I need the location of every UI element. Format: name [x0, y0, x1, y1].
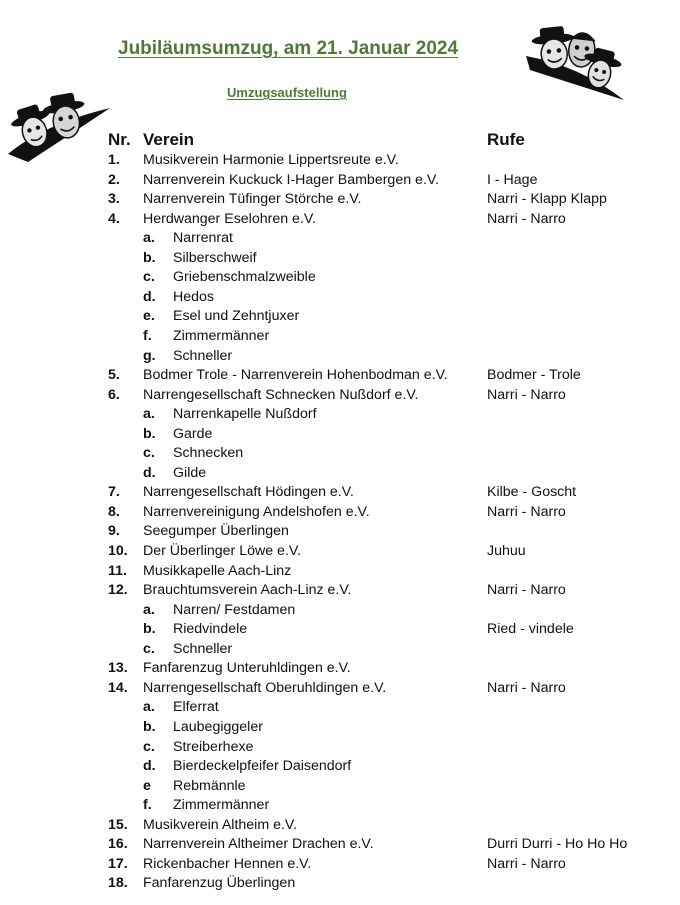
- item-number: a.: [143, 406, 155, 423]
- item-number: 14.: [108, 679, 128, 696]
- item-number: 4.: [108, 210, 120, 227]
- item-call: Narri - Narro: [487, 582, 566, 599]
- list-subitem: [0, 463, 680, 483]
- list-subitem: [0, 267, 680, 287]
- list-subitem: [0, 697, 680, 717]
- item-name: Narrengesellschaft Oberuhldingen e.V.: [143, 679, 387, 696]
- item-name: Bierdeckelpfeifer Daisendorf: [173, 758, 352, 775]
- item-name: Laubegiggeler: [173, 718, 263, 735]
- list-subitem: [0, 404, 680, 424]
- list-item: [0, 854, 680, 874]
- item-number: 8.: [108, 503, 120, 520]
- item-name: Schneller: [173, 640, 233, 657]
- item-name: Gilde: [173, 464, 207, 481]
- item-number: 10.: [108, 543, 128, 559]
- item-name: Narrenvereinigung Andelshofen e.V.: [143, 503, 370, 520]
- item-number: 1.: [108, 152, 120, 168]
- list-subitem: [0, 424, 680, 444]
- item-call: Narri - Narro: [487, 679, 566, 696]
- item-name: Fanfarenzug Überlingen: [143, 875, 296, 892]
- list-item: [0, 365, 680, 385]
- item-call: I - Hage: [487, 171, 538, 188]
- item-number: 2.: [108, 171, 120, 188]
- list-subitem: [0, 443, 680, 463]
- list-item: [0, 815, 680, 835]
- item-number: e.: [143, 308, 155, 325]
- item-name: Narrengesellschaft Hödingen e.V.: [143, 484, 354, 501]
- item-number: 6.: [108, 386, 120, 403]
- item-name: Narrenkapelle Nußdorf: [173, 406, 317, 423]
- list-item: [0, 150, 680, 170]
- item-number: c.: [143, 738, 155, 755]
- list-item: [0, 189, 680, 209]
- item-name: Zimmermänner: [173, 327, 270, 344]
- list-subitem: [0, 776, 680, 796]
- list-item: [0, 385, 680, 405]
- carnival-masks-icon: [520, 26, 630, 106]
- item-number: d.: [143, 288, 156, 305]
- list-subitem: [0, 346, 680, 366]
- item-name: Schnecken: [173, 445, 244, 462]
- item-name: Narrenverein Altheimer Drachen e.V.: [143, 836, 374, 853]
- item-name: Rickenbacher Hennen e.V.: [143, 855, 312, 872]
- list-item: [0, 580, 680, 600]
- list-subitem: [0, 228, 680, 248]
- item-name: Fanfarenzug Unteruhldingen e.V.: [143, 660, 351, 677]
- list-item: [0, 482, 680, 502]
- item-name: Herdwanger Eselohren e.V.: [143, 210, 316, 227]
- item-number: d.: [143, 464, 156, 481]
- item-name: Narrenverein Tüfinger Störche e.V.: [143, 191, 362, 208]
- item-name: Narrengesellschaft Schnecken Nußdorf e.V.: [143, 386, 419, 403]
- list-item: [0, 209, 680, 229]
- item-number: 3.: [108, 191, 120, 208]
- item-call: Narri - Narro: [487, 503, 566, 520]
- item-call: Narri - Narro: [487, 855, 566, 872]
- list-subitem: [0, 306, 680, 326]
- item-call: Narri - Narro: [487, 386, 566, 403]
- item-name: Musikverein Harmonie Lippertsreute e.V.: [143, 152, 399, 168]
- item-number: c.: [143, 269, 155, 286]
- item-name: Musikkapelle Aach-Linz: [143, 562, 292, 579]
- item-number: f.: [143, 327, 152, 344]
- item-number: 11.: [108, 562, 127, 579]
- list-subitem: [0, 737, 680, 757]
- item-call: Narri - Narro: [487, 210, 566, 227]
- item-name: Rebmännle: [173, 777, 246, 794]
- list-subitem: [0, 639, 680, 659]
- item-number: a.: [143, 601, 155, 618]
- item-number: b.: [143, 249, 156, 266]
- list-subitem: [0, 619, 680, 639]
- item-name: Silberschweif: [173, 249, 257, 266]
- document-subtitle: Umzugsaufstellung: [227, 85, 347, 100]
- item-name: Schneller: [173, 347, 233, 364]
- list-item: [0, 561, 680, 581]
- item-call: Bodmer - Trole: [487, 367, 581, 384]
- list-item: [0, 541, 680, 561]
- item-call: Juhuu: [487, 543, 526, 559]
- item-number: b.: [143, 718, 156, 735]
- item-number: 7.: [108, 484, 120, 501]
- item-name: Seegumper Überlingen: [143, 523, 289, 540]
- list-item: [0, 678, 680, 698]
- column-header-rufe: Rufe: [487, 130, 525, 149]
- list-item: [0, 658, 680, 678]
- item-name: Narren/ Festdamen: [173, 601, 296, 618]
- list-item: [0, 521, 680, 541]
- list-item: [0, 502, 680, 522]
- item-name: Der Überlinger Löwe e.V.: [143, 543, 301, 559]
- list-subitem: [0, 756, 680, 776]
- item-number: 18.: [108, 875, 128, 892]
- item-number: b.: [143, 425, 156, 442]
- item-number: c.: [143, 640, 155, 657]
- list-item: [0, 873, 680, 893]
- item-name: Garde: [173, 425, 213, 442]
- item-number: a.: [143, 699, 155, 716]
- item-name: Elferrat: [173, 699, 219, 716]
- item-name: Griebenschmalzweible: [173, 269, 316, 286]
- item-name: Zimmermänner: [173, 797, 270, 814]
- item-name: Narrenverein Kuckuck I-Hager Bambergen e.V.: [143, 171, 439, 188]
- item-number: e: [143, 777, 151, 794]
- item-name: Narrenrat: [173, 230, 233, 247]
- item-number: 16.: [108, 836, 128, 853]
- list-subitem: [0, 248, 680, 268]
- item-number: d.: [143, 758, 156, 775]
- item-number: 5.: [108, 367, 120, 384]
- item-number: f.: [143, 797, 152, 814]
- item-number: b.: [143, 621, 156, 638]
- item-call: Durri Durri - Ho Ho Ho: [487, 836, 628, 853]
- column-header-nr: Nr.: [108, 130, 131, 149]
- item-call: Narri - Klapp Klapp: [487, 191, 607, 208]
- item-call: Ried - vindele: [487, 621, 574, 638]
- item-name: Riedvindele: [173, 621, 248, 638]
- item-number: 13.: [108, 660, 128, 677]
- item-name: Esel und Zehntjuxer: [173, 308, 300, 325]
- document-title: Jubiläumsumzug, am 21. Januar 2024: [118, 38, 459, 59]
- list-subitem: [0, 717, 680, 737]
- item-number: 9.: [108, 523, 120, 540]
- item-name: Musikverein Altheim e.V.: [143, 816, 298, 833]
- list-subitem: [0, 600, 680, 620]
- list-subitem: [0, 795, 680, 815]
- item-number: 17.: [108, 855, 128, 872]
- list-item: [0, 170, 680, 190]
- item-call: Kilbe - Goscht: [487, 484, 577, 501]
- item-number: a.: [143, 230, 155, 247]
- item-name: Bodmer Trole - Narrenverein Hohenbodman e.V.: [143, 367, 448, 384]
- list-subitem: [0, 326, 680, 346]
- item-number: c.: [143, 445, 155, 462]
- item-name: Hedos: [173, 288, 215, 305]
- item-number: g.: [143, 347, 156, 364]
- item-name: Brauchtumsverein Aach-Linz e.V.: [143, 582, 352, 599]
- list-subitem: [0, 287, 680, 307]
- item-number: 12.: [108, 582, 128, 599]
- column-header-verein: Verein: [143, 130, 195, 149]
- item-number: 15.: [108, 816, 128, 833]
- list-item: [0, 834, 680, 854]
- item-name: Streiberhexe: [173, 738, 254, 755]
